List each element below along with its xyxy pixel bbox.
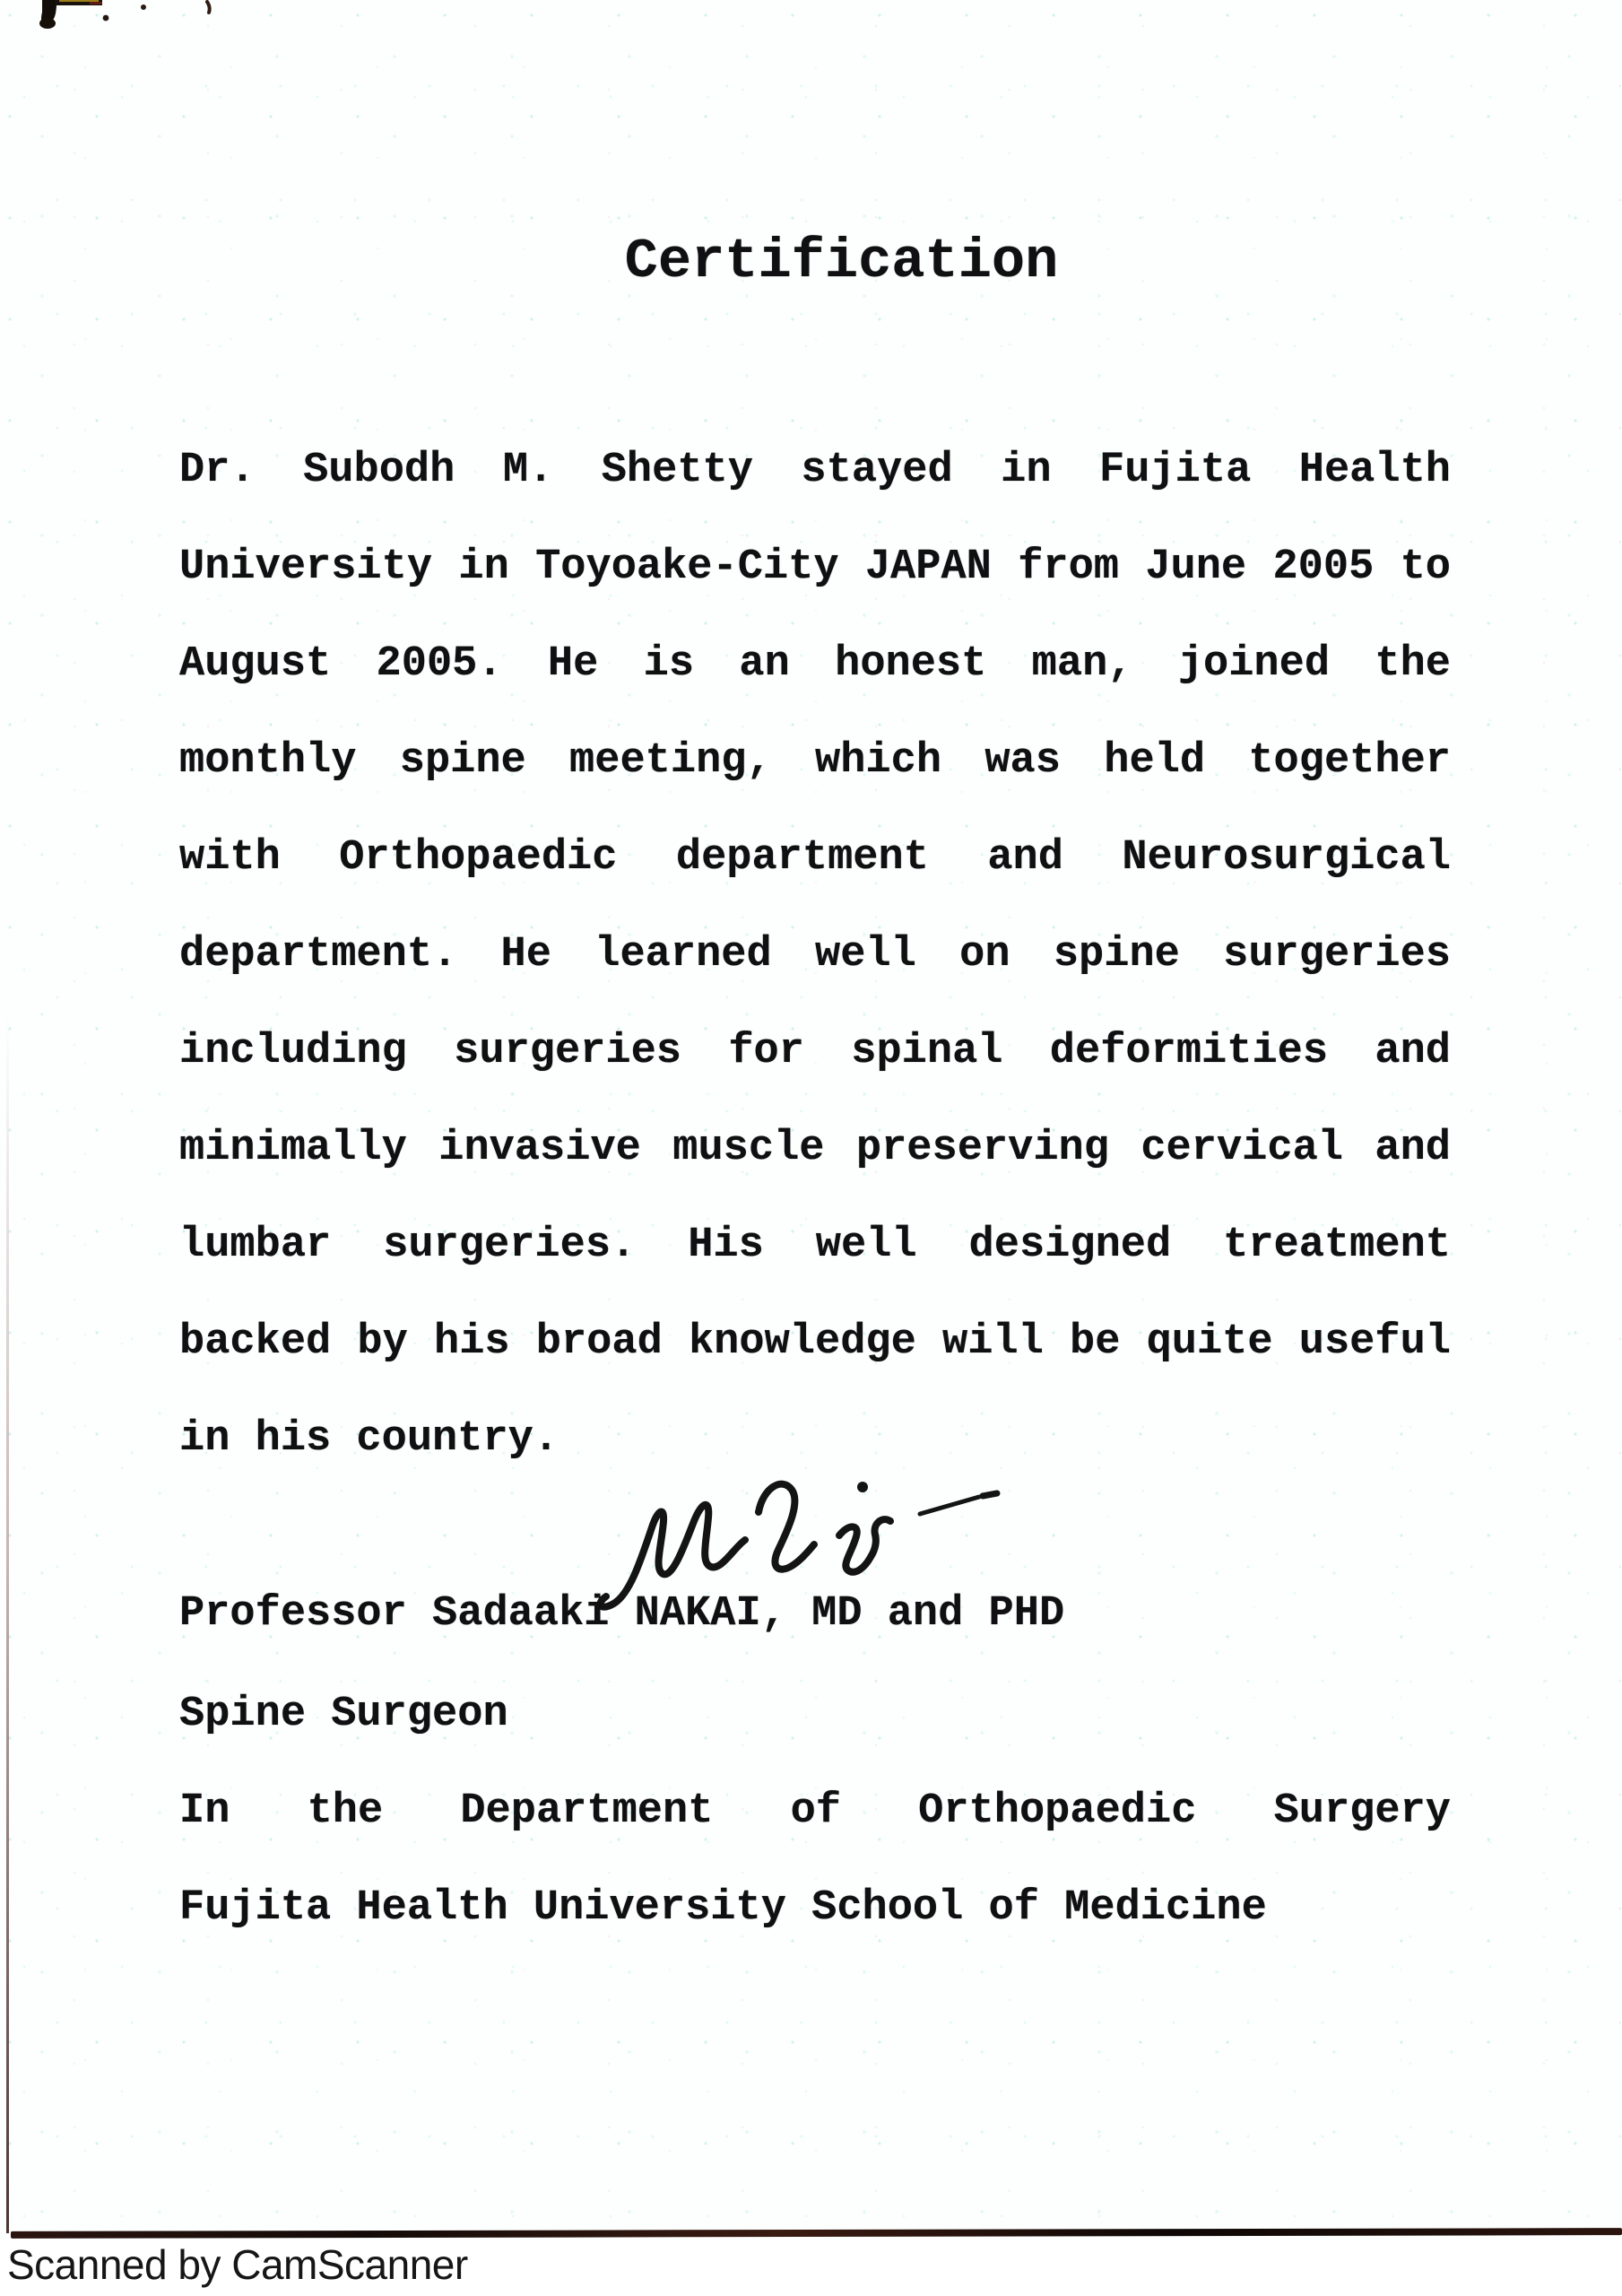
ink-smudge-mark (36, 0, 215, 36)
body-line: backed by his broad knowledge will be quite useful (179, 1318, 1451, 1366)
body-line: Dr. Subodh M. Shetty stayed in Fujita Health (179, 447, 1451, 494)
body-line: department. He learned well on spine surgeries (179, 931, 1451, 978)
signature-role-line: Spine Surgeon (179, 1691, 508, 1738)
body-line: including surgeries for spinal deformities and (179, 1028, 1451, 1075)
signature-name-line: Professor Sadaaki NAKAI, MD and PHD (179, 1590, 1065, 1638)
body-line: minimally invasive muscle preserving cervical and (179, 1125, 1451, 1172)
body-line: August 2005. He is an honest man, joined the (179, 640, 1451, 688)
body-line: University in Toyoake-City JAPAN from June 2005 to (179, 544, 1451, 591)
signature-department-line: In the Department of Orthopaedic Surgery (179, 1787, 1451, 1835)
page-left-edge-shadow (6, 1013, 9, 2233)
body-line: in his country. (179, 1415, 559, 1463)
body-line: lumbar surgeries. His well designed treatment (179, 1222, 1451, 1269)
camscanner-footer (0, 2239, 1622, 2296)
body-line: monthly spine meeting, which was held together (179, 737, 1451, 785)
document-title: Certification (624, 230, 1059, 293)
page-bottom-edge-shadow (11, 2228, 1622, 2239)
signature-institution-line: Fujita Health University School of Medicine (179, 1884, 1267, 1932)
scan-attribution-label: Scanned by CamScanner (7, 2241, 468, 2288)
body-line: with Orthopaedic department and Neurosurgical (179, 834, 1451, 882)
